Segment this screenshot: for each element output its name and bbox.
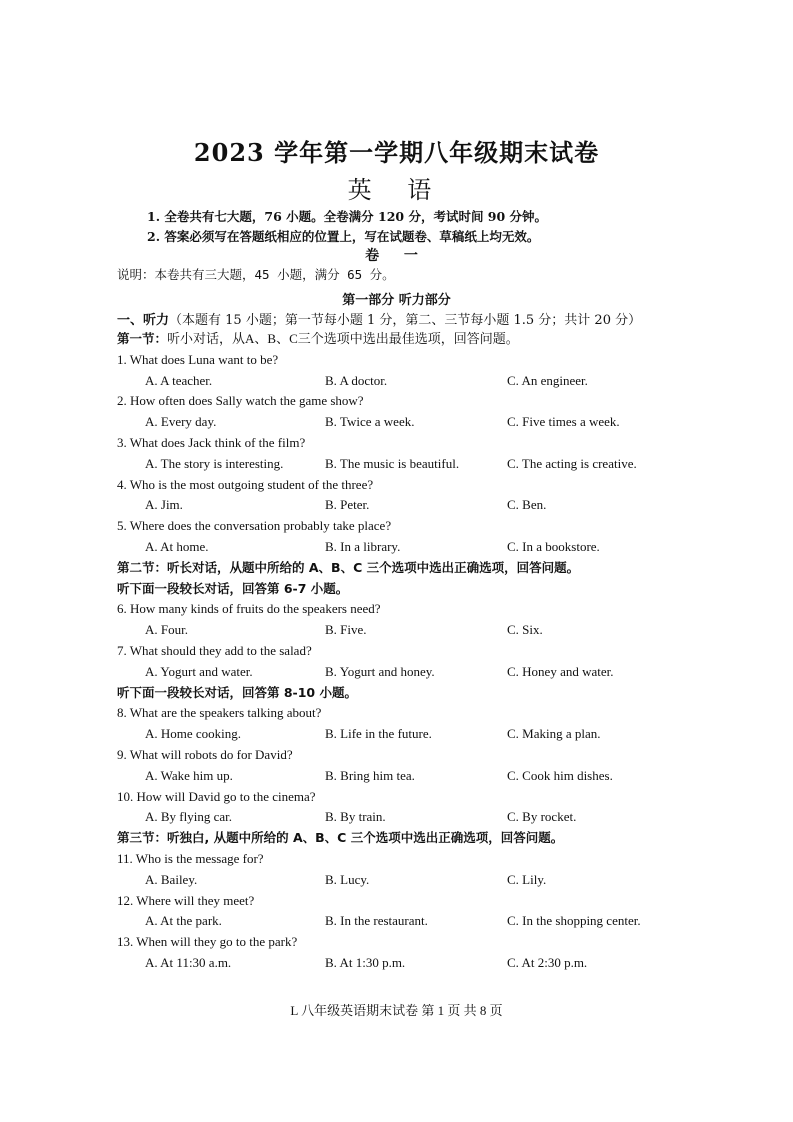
option-b: B. The music is beautiful.	[325, 455, 460, 471]
exam-title: 2023 学年第一学期八年级期末试卷	[193, 138, 600, 167]
subsection-label: 第一节：	[117, 331, 168, 346]
answer-options	[117, 662, 677, 683]
option-c: C. At 2:30 p.m.	[507, 954, 588, 970]
option-b: B. Life in the future.	[325, 726, 432, 742]
subsection-text: 听小对话，从A、B、C三个选项中选出最佳选项，回答问题。	[167, 331, 519, 346]
option-c: C. Six.	[507, 622, 543, 638]
answer-options	[117, 537, 677, 558]
option-b: B. Five.	[325, 622, 367, 638]
part-title: 第一部分 听力部分	[342, 293, 451, 308]
option-c: C. In the shopping center.	[507, 913, 641, 929]
section-label: 一、听力	[117, 313, 170, 328]
question-text: 5. Where does the conversation probably take place?	[117, 518, 392, 534]
question-list	[117, 329, 677, 974]
option-a: A. Yogurt and water.	[145, 663, 253, 679]
option-b: B. Yogurt and honey.	[325, 663, 435, 679]
question-text: 9. What will robots do for David?	[117, 746, 293, 762]
option-a: A. The story is interesting.	[145, 455, 284, 471]
subsection-label: 第三节：	[117, 830, 168, 846]
page-footer: L 八年级英语期末试卷 第 1 页 共 8 页	[290, 1003, 503, 1018]
question-text: 1. What does Luna want to be?	[117, 351, 279, 367]
answer-options	[117, 953, 677, 974]
option-a: A. A teacher.	[145, 372, 213, 388]
option-b: B. By train.	[325, 809, 386, 825]
question-text: 4. Who is the most outgoing student of the three?	[117, 476, 374, 492]
answer-options	[117, 495, 677, 516]
answer-options	[117, 371, 677, 392]
option-b: B. In a library.	[325, 538, 401, 554]
note-2: 2. 答案必须写在答题纸相应的位置上，写在试题卷、草稿纸上均无效。	[147, 229, 540, 244]
subsection-text: 听下面一段较长对话，回答第 6-7 小题。	[117, 580, 349, 596]
subsection-heading	[117, 329, 677, 350]
option-c: C. Five times a week.	[507, 414, 620, 430]
option-c: C. Making a plan.	[507, 726, 601, 742]
option-b: B. Lucy.	[325, 871, 370, 887]
option-a: A. Wake him up.	[145, 767, 233, 783]
volume-description: 说明：本卷共有三大题，45 小题，满分 65 分。	[117, 267, 395, 282]
option-a: A. At home.	[145, 538, 209, 554]
option-b: B. Twice a week.	[325, 414, 415, 430]
answer-options	[117, 870, 677, 891]
option-b: B. At 1:30 p.m.	[325, 954, 406, 970]
question-text: 10. How will David go to the cinema?	[117, 788, 316, 804]
option-c: C. The acting is creative.	[507, 455, 637, 471]
section-heading	[117, 309, 641, 328]
subsection-heading	[117, 558, 677, 579]
subsection-heading	[117, 828, 677, 849]
option-a: A. Every day.	[145, 414, 217, 430]
subsection-heading	[117, 683, 677, 704]
note-1: 1. 全卷共有七大题，76 小题。全卷满分 120 分，考试时间 90 分钟。	[147, 209, 548, 224]
subject-title: 英 语	[347, 176, 446, 204]
question-text: 12. Where will they meet?	[117, 892, 255, 908]
exam-notes	[147, 207, 547, 247]
subsection-heading	[117, 579, 677, 600]
question-text: 13. When will they go to the park?	[117, 934, 298, 950]
subsection-text: 听独白, 从题中所给的 A、B、C 三个选项中选出正确选项，回答问题。	[167, 830, 564, 846]
option-b: B. Bring him tea.	[325, 767, 415, 783]
answer-options	[117, 911, 677, 932]
subsection-label: 第二节：	[117, 559, 168, 575]
subsection-text: 听下面一段较长对话，回答第 8-10 小题。	[117, 684, 357, 700]
question-text: 6. How many kinds of fruits do the speakers need?	[117, 601, 381, 617]
option-a: A. At the park.	[145, 913, 222, 929]
option-c: C. Ben.	[507, 497, 547, 513]
volume-heading: 卷 一	[365, 248, 428, 264]
question-text: 7. What should they add to the salad?	[117, 642, 312, 658]
option-c: C. Lily.	[507, 871, 547, 887]
answer-options	[117, 766, 677, 787]
option-a: A. Four.	[145, 622, 188, 638]
answer-options	[117, 807, 677, 828]
option-c: C. In a bookstore.	[507, 538, 600, 554]
option-a: A. Jim.	[145, 497, 183, 513]
option-c: C. Cook him dishes.	[507, 767, 613, 783]
option-b: B. In the restaurant.	[325, 913, 428, 929]
answer-options	[117, 620, 677, 641]
option-c: C. By rocket.	[507, 809, 577, 825]
subsection-text: 听长对话，从题中所给的 A、B、C 三个选项中选出正确选项，回答问题。	[167, 559, 580, 575]
option-a: A. Home cooking.	[145, 726, 242, 742]
option-c: C. An engineer.	[507, 372, 588, 388]
question-text: 3. What does Jack think of the film?	[117, 434, 306, 450]
answer-options	[117, 454, 677, 475]
option-a: A. Bailey.	[145, 871, 198, 887]
option-c: C. Honey and water.	[507, 663, 614, 679]
question-text: 8. What are the speakers talking about?	[117, 705, 322, 721]
option-a: A. At 11:30 a.m.	[145, 954, 232, 970]
answer-options	[117, 412, 677, 433]
option-b: B. A doctor.	[325, 372, 388, 388]
question-text: 11. Who is the message for?	[117, 850, 264, 866]
section-detail: （本题有 15 小题；第一节每小题 1 分，第二、三节每小题 1.5 分；共计 20 分）	[169, 313, 642, 328]
question-text: 2. How often does Sally watch the game show?	[117, 393, 364, 409]
option-a: A. By flying car.	[145, 809, 233, 825]
option-b: B. Peter.	[325, 497, 370, 513]
answer-options	[117, 724, 677, 745]
